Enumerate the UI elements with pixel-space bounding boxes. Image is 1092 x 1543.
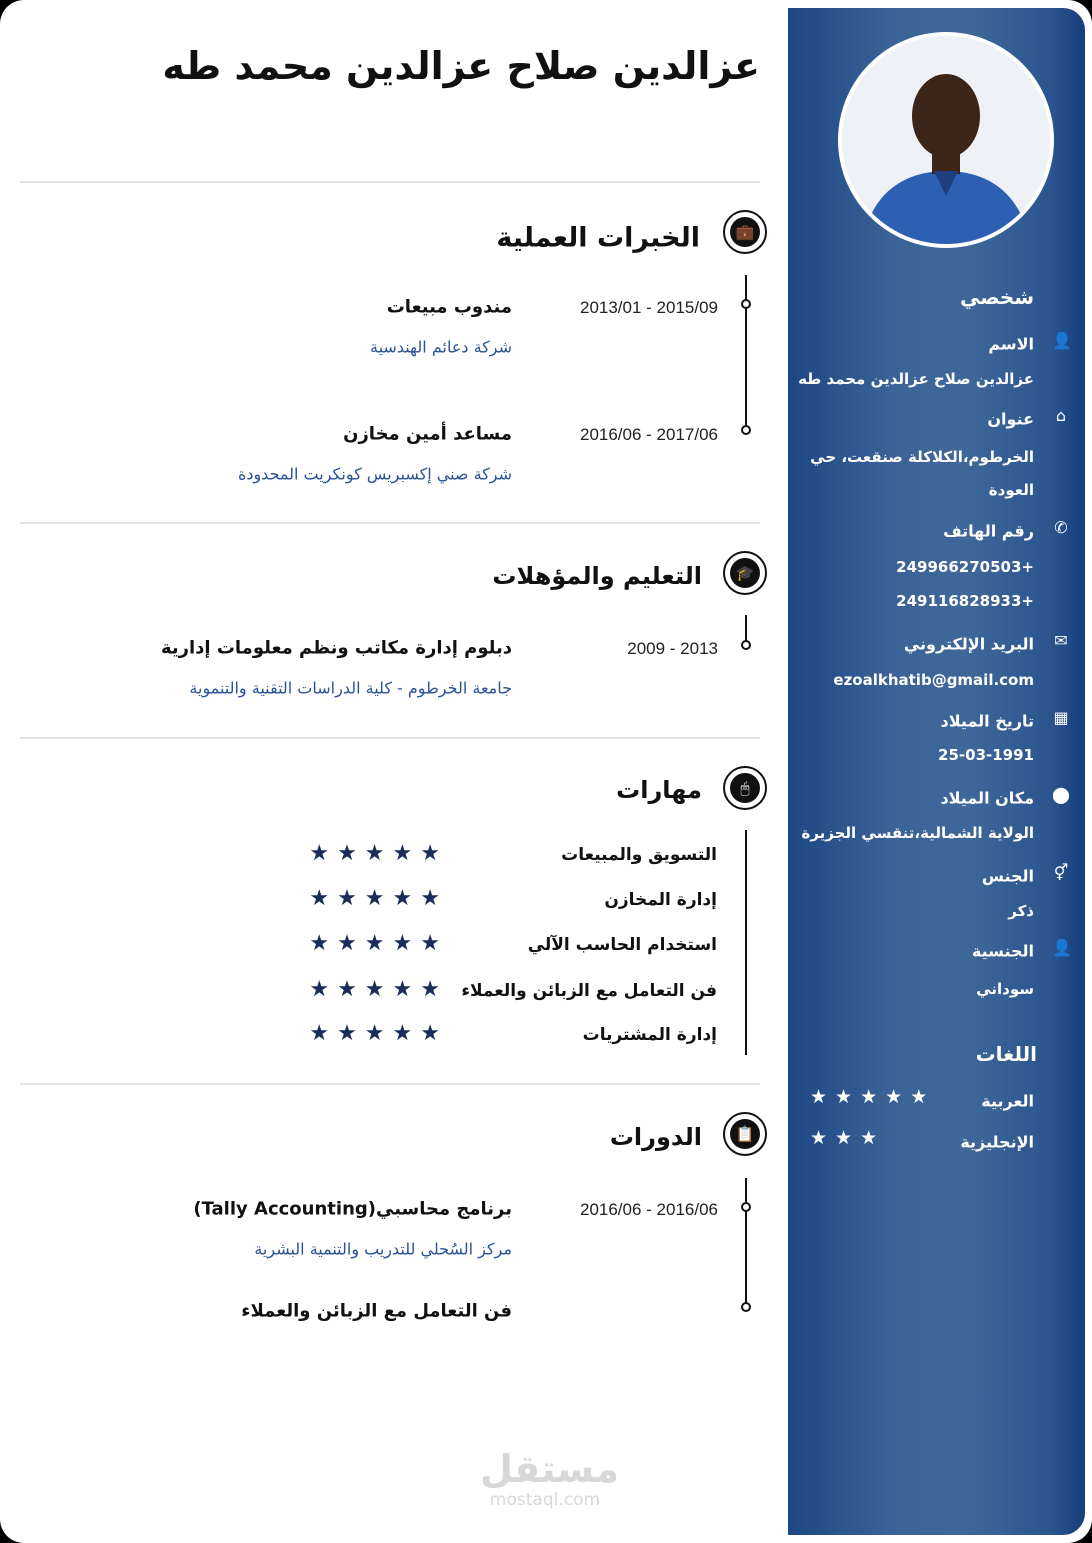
watermark-url: mostaql.com: [489, 1490, 601, 1510]
phone-icon: ✆: [1054, 518, 1068, 537]
field-label: الجنس: [981, 866, 1034, 886]
field-label: مكان الميلاد: [940, 788, 1034, 808]
field-label: عنوان: [987, 409, 1034, 429]
experience-date: 2013/01 - 2015/09: [579, 298, 718, 317]
star-icon: ★: [910, 1086, 928, 1108]
briefcase-icon: 💼: [723, 210, 767, 254]
star-icon: ★: [420, 1021, 440, 1046]
star-icon: ★: [860, 1086, 878, 1108]
star-icon: ★: [835, 1086, 853, 1108]
field-label: رقم الهاتف: [943, 521, 1034, 541]
field-label: البريد الإلكتروني: [903, 634, 1034, 654]
star-icon: ★: [337, 886, 357, 911]
skill-rating: [309, 843, 440, 865]
skill-name: فن التعامل مع الزبائن والعملاء: [461, 981, 717, 1001]
timeline-dot: [741, 425, 751, 435]
person-icon: 👤: [1052, 938, 1072, 957]
personal-heading: شخصي: [959, 285, 1034, 309]
education-date: 2009 - 2013: [627, 639, 718, 658]
field-value: الخرطوم،الكلاكلة صنقعت، حي: [810, 448, 1034, 466]
star-icon: ★: [364, 931, 385, 956]
field-value: 25-03-1991: [938, 746, 1034, 764]
language-name: الإنجليزية: [960, 1132, 1034, 1152]
experience-heading: الخبرات العملية: [496, 222, 700, 254]
mouse-icon: 🖱: [723, 766, 767, 810]
language-rating: [810, 1127, 877, 1149]
star-icon: ★: [420, 886, 440, 911]
timeline-dot: [741, 299, 751, 309]
star-icon: ★: [337, 931, 357, 956]
skill-name: إدارة المخازن: [604, 890, 717, 910]
gender-icon: ⚥: [1053, 863, 1069, 882]
field-value: +249116828933: [896, 592, 1034, 610]
skills-heading: مهارات: [616, 776, 702, 804]
skill-name: إدارة المشتريات: [582, 1025, 717, 1045]
star-icon: ★: [885, 1086, 903, 1108]
star-icon: ★: [860, 1127, 878, 1149]
star-icon: ★: [337, 1021, 357, 1046]
language-name: العربية: [981, 1091, 1034, 1111]
mostaql-watermark: [480, 1447, 619, 1510]
field-value: ezoalkhatib@gmail.com: [833, 671, 1034, 689]
graduation-cap-icon: 🎓: [723, 551, 767, 595]
course-title: برنامج محاسبي(Tally Accounting): [193, 1198, 512, 1220]
experience-company: شركة صني إكسبريس كونكريت المحدودة: [237, 464, 512, 484]
star-icon: ★: [337, 977, 357, 1002]
field-value: الولاية الشمالية،تنقسي الجزيرة: [801, 824, 1034, 842]
skill-rating: [309, 888, 440, 910]
star-icon: ★: [337, 841, 357, 866]
star-icon: ★: [810, 1086, 828, 1108]
location-pin-icon: ⬤: [1052, 785, 1070, 804]
field-value: سوداني: [976, 980, 1034, 998]
skill-rating: [309, 1023, 440, 1045]
experience-date: 2016/06 - 2017/06: [579, 425, 718, 444]
languages-heading: اللغات: [975, 1042, 1037, 1066]
star-icon: ★: [420, 841, 440, 866]
field-value: عزالدين صلاح عزالدين محمد طه: [798, 370, 1034, 388]
star-icon: ★: [392, 1021, 413, 1046]
star-icon: ★: [392, 977, 413, 1002]
star-icon: ★: [309, 931, 330, 956]
language-rating: [810, 1086, 927, 1108]
mail-icon: ✉: [1054, 631, 1068, 650]
experience-title: مندوب مبيعات: [386, 296, 512, 318]
skill-name: التسويق والمبيعات: [561, 845, 717, 865]
watermark-arabic: مستقل: [480, 1447, 619, 1491]
divider: [20, 737, 760, 739]
timeline-line: [745, 1178, 747, 1307]
star-icon: ★: [309, 841, 330, 866]
education-heading: التعليم والمؤهلات: [492, 562, 702, 590]
star-icon: ★: [392, 841, 413, 866]
field-value: العودة: [988, 481, 1034, 499]
star-icon: ★: [364, 841, 385, 866]
timeline-dot: [741, 1202, 751, 1212]
star-icon: ★: [309, 977, 330, 1002]
timeline-dot: [741, 1302, 751, 1312]
skill-rating: [309, 933, 440, 955]
star-icon: ★: [364, 1021, 385, 1046]
course-title: فن التعامل مع الزبائن والعملاء: [241, 1300, 512, 1322]
star-icon: ★: [364, 977, 385, 1002]
star-icon: ★: [420, 931, 440, 956]
experience-company: شركة دعائم الهندسية: [370, 337, 512, 357]
candidate-name: عزالدين صلاح عزالدين محمد طه: [162, 44, 760, 88]
star-icon: ★: [392, 886, 413, 911]
star-icon: ★: [364, 886, 385, 911]
divider: [20, 181, 760, 183]
clipboard-icon: 📋: [723, 1112, 767, 1156]
profile-photo: [838, 32, 1054, 248]
divider: [20, 522, 760, 524]
education-title: دبلوم إدارة مكاتب ونظم معلومات إدارية: [160, 637, 512, 659]
courses-heading: الدورات: [609, 1123, 702, 1151]
star-icon: ★: [835, 1127, 853, 1149]
skill-name: استخدام الحاسب الآلي: [527, 935, 717, 955]
star-icon: ★: [420, 977, 440, 1002]
home-icon: ⌂: [1055, 406, 1067, 425]
field-label: الجنسية: [971, 941, 1034, 961]
star-icon: ★: [309, 1021, 330, 1046]
experience-title: مساعد أمين مخازن: [343, 423, 512, 445]
star-icon: ★: [309, 886, 330, 911]
calendar-icon: ▦: [1053, 708, 1069, 727]
field-label: الاسم: [988, 334, 1034, 354]
divider: [20, 1083, 760, 1085]
skill-rating: [309, 979, 440, 1001]
course-date: 2016/06 - 2016/06: [579, 1200, 718, 1219]
field-value: +249966270503: [896, 558, 1034, 576]
field-value: ذكر: [1008, 902, 1034, 920]
timeline-dot: [741, 640, 751, 650]
star-icon: ★: [392, 931, 413, 956]
person-icon: 👤: [1052, 331, 1072, 350]
education-institution: جامعة الخرطوم - كلية الدراسات التقنية والتنموية: [189, 678, 512, 698]
timeline-line: [745, 830, 747, 1055]
field-label: تاريخ الميلاد: [940, 711, 1034, 731]
course-provider: مركز السُحلي للتدريب والتنمية البشرية: [254, 1239, 512, 1259]
star-icon: ★: [810, 1127, 828, 1149]
